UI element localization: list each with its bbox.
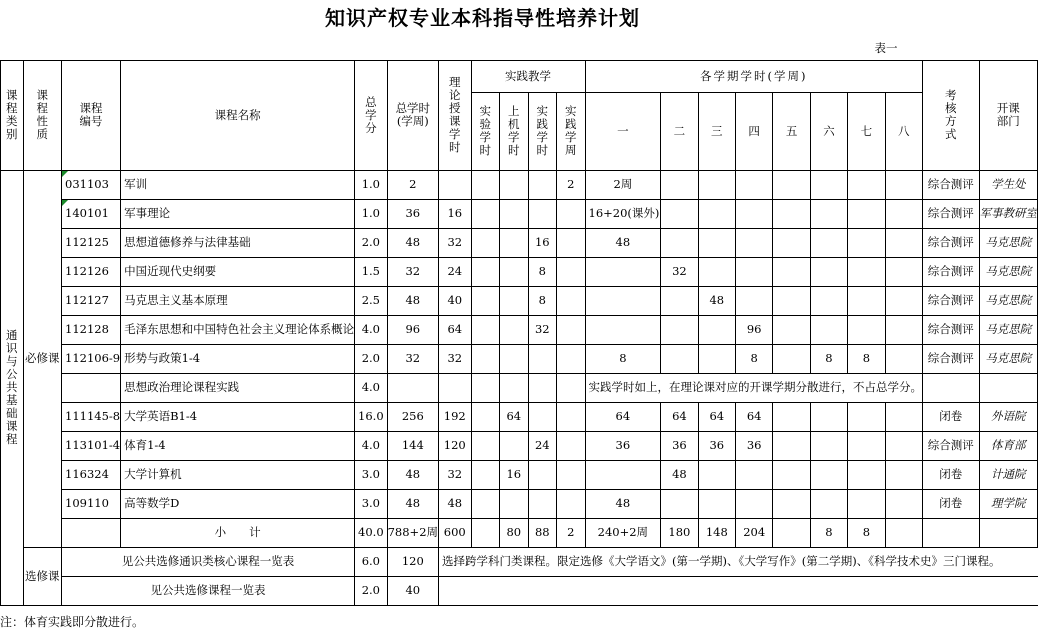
elective-credit: 6.0 (355, 547, 388, 576)
header-semester-3: 三 (698, 92, 735, 170)
course-s5 (773, 228, 810, 257)
course-s4 (735, 286, 772, 315)
course-lab (471, 170, 500, 199)
course-exam: 综合测评 (923, 257, 980, 286)
header-semester-8: 八 (885, 92, 922, 170)
course-name: 思想政治理论课程实践 (121, 373, 355, 402)
header-total-hours (387, 60, 438, 170)
course-s7 (848, 286, 885, 315)
course-theory: 24 (439, 257, 472, 286)
course-s6 (810, 257, 847, 286)
course-code: 112127 (62, 286, 121, 315)
header-semester-group: 各学期学时(学周) (585, 60, 923, 92)
subtotal-s4: 204 (735, 518, 772, 547)
course-hours: 48 (387, 286, 438, 315)
header-practice-weeks: 实践学周 (557, 92, 586, 170)
header-practice-hours: 实践学时 (528, 92, 557, 170)
course-s4 (735, 460, 772, 489)
course-dept: 外语院 (979, 402, 1038, 431)
empty-cell (528, 373, 557, 402)
course-s6 (810, 199, 847, 228)
course-theory: 192 (439, 402, 472, 431)
course-exam: 综合测评 (923, 315, 980, 344)
course-dept: 体育部 (979, 431, 1038, 460)
course-credit: 16.0 (355, 402, 388, 431)
course-s8 (885, 431, 922, 460)
course-exam: 综合测评 (923, 286, 980, 315)
table-row (1, 286, 1038, 315)
course-practice (528, 199, 557, 228)
course-dept: 学生处 (979, 170, 1038, 199)
elective-name: 见公共选修通识类核心课程一览表 (62, 547, 355, 576)
empty-cell (979, 518, 1038, 547)
header-semester-2: 二 (661, 92, 698, 170)
table-row (1, 199, 1038, 228)
course-credit: 2.5 (355, 286, 388, 315)
subtotal-s6: 8 (810, 518, 847, 547)
subtotal-credit: 40.0 (355, 518, 388, 547)
course-exam: 闭卷 (923, 489, 980, 518)
course-s8 (885, 286, 922, 315)
course-theory: 16 (439, 199, 472, 228)
course-s7 (848, 489, 885, 518)
header-name: 课程名称 (121, 60, 355, 170)
course-s5 (773, 257, 810, 286)
header-theory-hours: 理论授课学时 (439, 60, 472, 170)
course-s3: 36 (698, 431, 735, 460)
course-dept: 马克思院 (979, 286, 1038, 315)
course-s6: 8 (810, 344, 847, 373)
course-s2 (661, 315, 698, 344)
course-name: 中国近现代史纲要 (121, 257, 355, 286)
course-s3 (698, 257, 735, 286)
course-code: 111145-8 (62, 402, 121, 431)
course-name: 大学计算机 (121, 460, 355, 489)
course-name: 思想道德修养与法律基础 (121, 228, 355, 257)
course-dept: 计通院 (979, 460, 1038, 489)
course-s5 (773, 489, 810, 518)
course-credit: 1.0 (355, 199, 388, 228)
course-s4: 36 (735, 431, 772, 460)
course-s3 (698, 170, 735, 199)
course-s7 (848, 228, 885, 257)
empty-cell (923, 373, 980, 402)
header-semester-7: 七 (848, 92, 885, 170)
course-theory: 32 (439, 460, 472, 489)
course-s7 (848, 460, 885, 489)
course-s2 (661, 199, 698, 228)
course-practice: 32 (528, 315, 557, 344)
course-exam: 综合测评 (923, 228, 980, 257)
course-computer (500, 431, 529, 460)
header-category: 课程类别 (1, 60, 24, 170)
course-s3 (698, 228, 735, 257)
course-code: 140101 (62, 199, 121, 228)
course-hours: 144 (387, 431, 438, 460)
course-s3: 48 (698, 286, 735, 315)
header-code: 课程编号 (62, 60, 121, 170)
subtotal-s1: 240+2周 (585, 518, 661, 547)
course-s6 (810, 315, 847, 344)
course-s8 (885, 344, 922, 373)
course-s7 (848, 431, 885, 460)
course-credit: 4.0 (355, 431, 388, 460)
course-s1: 8 (585, 344, 661, 373)
course-dept: 军事教研室 (979, 199, 1038, 228)
course-dept: 马克思院 (979, 228, 1038, 257)
course-name: 军训 (121, 170, 355, 199)
subtotal-lab (471, 518, 500, 547)
course-s2 (661, 344, 698, 373)
course-s6 (810, 228, 847, 257)
course-name: 高等数学D (121, 489, 355, 518)
course-s2 (661, 489, 698, 518)
header-practice-group: 实践教学 (471, 60, 585, 92)
course-exam: 闭卷 (923, 460, 980, 489)
course-s4 (735, 257, 772, 286)
header-semester-6: 六 (810, 92, 847, 170)
course-hours: 36 (387, 199, 438, 228)
course-credit: 3.0 (355, 460, 388, 489)
course-hours: 2 (387, 170, 438, 199)
course-s1 (585, 286, 661, 315)
table-row (1, 228, 1038, 257)
course-s5 (773, 286, 810, 315)
course-exam: 综合测评 (923, 431, 980, 460)
course-lab (471, 286, 500, 315)
course-s3 (698, 460, 735, 489)
course-computer (500, 344, 529, 373)
course-name: 马克思主义基本原理 (121, 286, 355, 315)
practice-note: 实践学时如上，在理论课对应的开课学期分散进行，不占总学分。 (585, 373, 923, 402)
empty-cell (62, 518, 121, 547)
course-practice (528, 460, 557, 489)
course-name: 军事理论 (121, 199, 355, 228)
nature-elective: 选修课 (23, 547, 62, 605)
header-total-hours-label: 总学时 (395, 101, 431, 115)
table-label-row (1, 38, 1038, 60)
course-s1: 36 (585, 431, 661, 460)
course-s2 (661, 228, 698, 257)
subtotal-s7: 8 (848, 518, 885, 547)
course-s8 (885, 257, 922, 286)
course-s5 (773, 431, 810, 460)
course-s2: 36 (661, 431, 698, 460)
course-s1 (585, 315, 661, 344)
header-nature: 课程性质 (23, 60, 62, 170)
course-s1: 2周 (585, 170, 661, 199)
course-weeks (557, 228, 586, 257)
table-row (1, 315, 1038, 344)
course-credit: 4.0 (355, 373, 388, 402)
nature-required: 必修课 (23, 170, 62, 547)
course-exam: 闭卷 (923, 402, 980, 431)
course-s7 (848, 170, 885, 199)
course-dept: 理学院 (979, 489, 1038, 518)
course-name: 毛泽东思想和中国特色社会主义理论体系概论 (121, 315, 355, 344)
header-semester-4: 四 (735, 92, 772, 170)
course-s7 (848, 402, 885, 431)
table-row (1, 489, 1038, 518)
elective-note: 选择跨学科门类课程。限定选修《大学语文》(第一学期)、《大学写作》(第二学期)、《科学技术史》三门课程。 (439, 547, 1038, 576)
course-code: 112106-9 (62, 344, 121, 373)
header-exam: 考核方式 (923, 60, 980, 170)
table-row (1, 170, 1038, 199)
course-s8 (885, 489, 922, 518)
course-s5 (773, 199, 810, 228)
table-row (1, 431, 1038, 460)
header-total-hours-unit: (学周) (396, 114, 429, 128)
course-s6 (810, 170, 847, 199)
course-code: 112128 (62, 315, 121, 344)
course-s1 (585, 460, 661, 489)
empty-cell (387, 373, 438, 402)
course-lab (471, 460, 500, 489)
elective-hours: 40 (387, 576, 438, 605)
subtotal-label: 小 计 (121, 518, 355, 547)
course-s3 (698, 344, 735, 373)
course-weeks (557, 489, 586, 518)
elective-hours: 120 (387, 547, 438, 576)
course-lab (471, 489, 500, 518)
course-credit: 2.0 (355, 344, 388, 373)
course-computer (500, 199, 529, 228)
course-s3 (698, 489, 735, 518)
course-lab (471, 431, 500, 460)
course-dept: 马克思院 (979, 257, 1038, 286)
table-row (1, 373, 1038, 402)
empty-cell (923, 518, 980, 547)
course-s4: 64 (735, 402, 772, 431)
elective-name: 见公共选修课程一览表 (62, 576, 355, 605)
course-code: 116324 (62, 460, 121, 489)
course-lab (471, 315, 500, 344)
course-hours: 48 (387, 228, 438, 257)
course-code (62, 373, 121, 402)
elective-row (1, 576, 1038, 605)
course-code: 112126 (62, 257, 121, 286)
course-lab (471, 257, 500, 286)
course-s1: 48 (585, 228, 661, 257)
course-practice: 24 (528, 431, 557, 460)
course-s8 (885, 402, 922, 431)
course-credit: 1.0 (355, 170, 388, 199)
course-s5 (773, 402, 810, 431)
course-computer (500, 257, 529, 286)
elective-row (1, 547, 1038, 576)
table-row (1, 257, 1038, 286)
course-s7 (848, 257, 885, 286)
course-weeks (557, 286, 586, 315)
course-weeks (557, 460, 586, 489)
course-s8 (885, 228, 922, 257)
course-theory: 48 (439, 489, 472, 518)
curriculum-table (0, 38, 1038, 606)
elective-credit: 2.0 (355, 576, 388, 605)
course-s6 (810, 431, 847, 460)
header-total-credit: 总学分 (355, 60, 388, 170)
subtotal-s5 (773, 518, 810, 547)
header-dept: 开课部门 (979, 60, 1038, 170)
course-s4 (735, 489, 772, 518)
course-practice (528, 402, 557, 431)
course-dept: 马克思院 (979, 315, 1038, 344)
course-theory (439, 170, 472, 199)
course-hours: 48 (387, 460, 438, 489)
course-s8 (885, 315, 922, 344)
course-name: 形势与政策1-4 (121, 344, 355, 373)
course-credit: 2.0 (355, 228, 388, 257)
course-lab (471, 199, 500, 228)
course-practice (528, 489, 557, 518)
course-weeks (557, 344, 586, 373)
course-s5 (773, 170, 810, 199)
course-weeks (557, 315, 586, 344)
course-s6 (810, 489, 847, 518)
course-credit: 4.0 (355, 315, 388, 344)
subtotal-s8 (885, 518, 922, 547)
course-exam: 综合测评 (923, 199, 980, 228)
course-computer: 64 (500, 402, 529, 431)
course-practice: 16 (528, 228, 557, 257)
course-s7 (848, 315, 885, 344)
course-lab (471, 402, 500, 431)
course-weeks: 2 (557, 170, 586, 199)
course-s1: 48 (585, 489, 661, 518)
course-s3 (698, 199, 735, 228)
course-s8 (885, 170, 922, 199)
course-computer: 16 (500, 460, 529, 489)
course-weeks (557, 402, 586, 431)
course-theory: 32 (439, 228, 472, 257)
table-row (1, 460, 1038, 489)
course-s6 (810, 460, 847, 489)
course-computer (500, 286, 529, 315)
empty-cell (471, 373, 500, 402)
header-row-1 (1, 60, 1038, 92)
course-s5 (773, 315, 810, 344)
course-name: 体育1-4 (121, 431, 355, 460)
subtotal-theory: 600 (439, 518, 472, 547)
course-s4: 96 (735, 315, 772, 344)
course-credit: 3.0 (355, 489, 388, 518)
course-computer (500, 228, 529, 257)
course-s3 (698, 315, 735, 344)
course-s1: 16+20(课外) (585, 199, 661, 228)
empty-cell (439, 373, 472, 402)
header-semester-5: 五 (773, 92, 810, 170)
course-lab (471, 228, 500, 257)
page-title: 知识产权专业本科指导性培养计划 (325, 6, 640, 30)
footnote: 注：体育实践即分散进行。 (0, 615, 145, 629)
course-credit: 1.5 (355, 257, 388, 286)
course-computer (500, 315, 529, 344)
course-theory: 32 (439, 344, 472, 373)
course-practice: 8 (528, 286, 557, 315)
table-row (1, 402, 1038, 431)
course-lab (471, 344, 500, 373)
course-code: 031103 (62, 170, 121, 199)
course-weeks (557, 257, 586, 286)
header-semester-1: 一 (585, 92, 661, 170)
course-s4 (735, 228, 772, 257)
course-practice (528, 344, 557, 373)
course-hours: 256 (387, 402, 438, 431)
subtotal-practice: 88 (528, 518, 557, 547)
course-practice (528, 170, 557, 199)
table-row (1, 344, 1038, 373)
course-s2: 64 (661, 402, 698, 431)
course-s3: 64 (698, 402, 735, 431)
course-s8 (885, 460, 922, 489)
course-hours: 96 (387, 315, 438, 344)
course-s1: 64 (585, 402, 661, 431)
subtotal-row (1, 518, 1038, 547)
course-name: 大学英语B1-4 (121, 402, 355, 431)
table-label: 表一 (874, 41, 898, 56)
subtotal-s3: 148 (698, 518, 735, 547)
course-s5 (773, 344, 810, 373)
course-s7 (848, 199, 885, 228)
course-weeks (557, 431, 586, 460)
course-s2 (661, 170, 698, 199)
course-s1 (585, 257, 661, 286)
course-s4 (735, 170, 772, 199)
course-code: 112125 (62, 228, 121, 257)
course-computer (500, 489, 529, 518)
category-general: 通识与公共基础课程 (1, 170, 24, 605)
course-hours: 32 (387, 257, 438, 286)
course-s8 (885, 199, 922, 228)
course-s6 (810, 286, 847, 315)
header-lab-hours: 实验学时 (471, 92, 500, 170)
course-s2: 48 (661, 460, 698, 489)
elective-note (439, 576, 1038, 605)
empty-cell (500, 373, 529, 402)
empty-cell (557, 373, 586, 402)
course-s4: 8 (735, 344, 772, 373)
subtotal-hours: 788+2周 (387, 518, 438, 547)
course-exam: 综合测评 (923, 170, 980, 199)
course-theory: 40 (439, 286, 472, 315)
course-exam: 综合测评 (923, 344, 980, 373)
course-s2 (661, 286, 698, 315)
subtotal-computer: 80 (500, 518, 529, 547)
course-theory: 120 (439, 431, 472, 460)
empty-cell (979, 373, 1038, 402)
course-dept: 马克思院 (979, 344, 1038, 373)
course-hours: 32 (387, 344, 438, 373)
course-code: 109110 (62, 489, 121, 518)
subtotal-s2: 180 (661, 518, 698, 547)
course-computer (500, 170, 529, 199)
course-weeks (557, 199, 586, 228)
course-practice: 8 (528, 257, 557, 286)
course-hours: 48 (387, 489, 438, 518)
course-s7: 8 (848, 344, 885, 373)
course-s2: 32 (661, 257, 698, 286)
course-s5 (773, 460, 810, 489)
course-s4 (735, 199, 772, 228)
course-code: 113101-4 (62, 431, 121, 460)
course-s6 (810, 402, 847, 431)
header-computer-hours: 上机学时 (500, 92, 529, 170)
course-theory: 64 (439, 315, 472, 344)
subtotal-weeks: 2 (557, 518, 586, 547)
